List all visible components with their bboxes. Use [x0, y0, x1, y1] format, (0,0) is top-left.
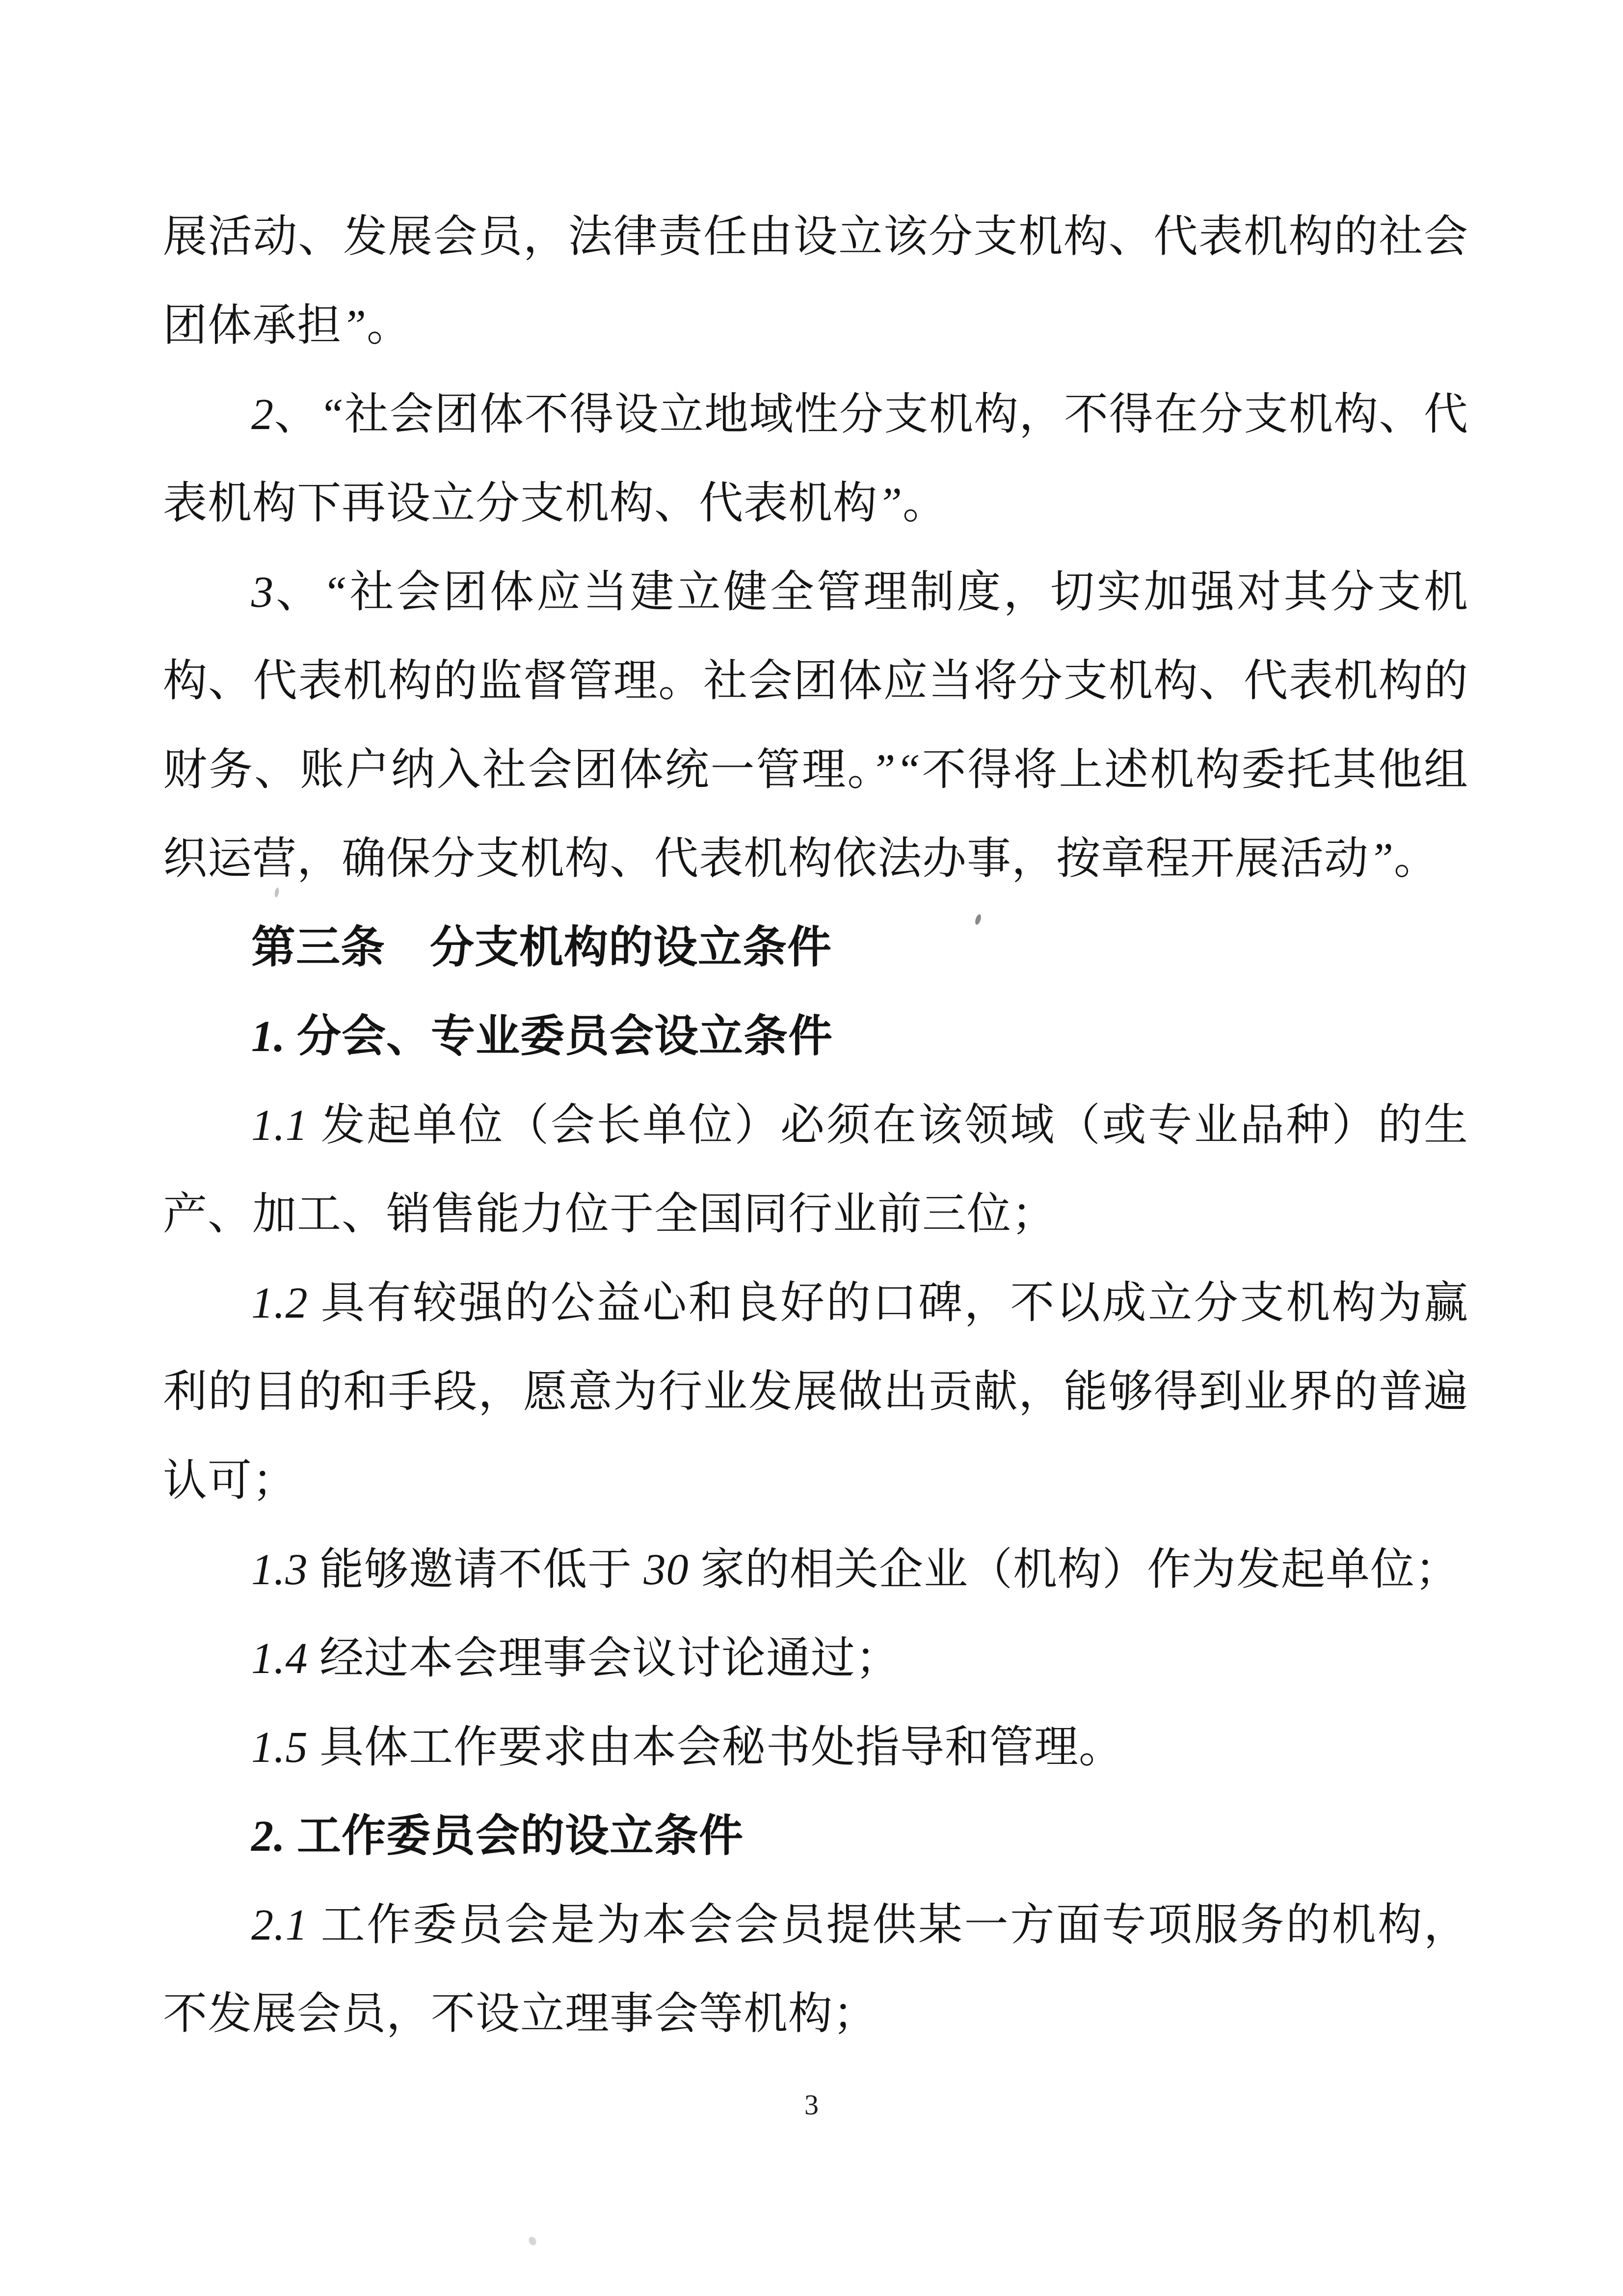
- paragraph: 2. 工作委员会的设立条件: [251, 1812, 744, 1861]
- page-number: 3: [804, 2089, 819, 2121]
- paragraph: 第三条 分支机构的设立条件: [251, 923, 832, 972]
- paragraph: 1. 分会、专业委员会设立条件: [251, 1012, 833, 1061]
- paragraph: 2、“社会团体不得设立地域性分支机构，不得在分支机构、代表机构下再设立分支机构、代表机构”。: [163, 390, 1468, 528]
- paragraph: 2.1 工作委员会是为本会会员提供某一方面专项服务的机构，不发展会员，不设立理事会等机构；: [163, 1901, 1468, 2038]
- paragraph: 展活动、发展会员，法律责任由设立该分支机构、代表机构的社会团体承担”。: [163, 213, 1468, 350]
- paragraph: 1.5 具体工作要求由本会秘书处指导和管理。: [251, 1723, 1123, 1772]
- document-body: [163, 192, 1468, 2058]
- paragraph: 1.3 能够邀请不低于 30 家的相关企业（机构）作为发起单位；: [251, 1545, 1460, 1594]
- paragraph: 3、“社会团体应当建立健全管理制度，切实加强对其分支机构、代表机构的监督管理。社会团体应当将分支机构、代表机构的财务、账户纳入社会团体统一管理。”“不得将上述机构委托其他组织运营，确保分支机构、代表机构依法办事，按章程开展活动”。: [163, 568, 1468, 883]
- paragraph: 1.2 具有较强的公益心和良好的口碑，不以成立分支机构为赢利的目的和手段，愿意为行业发展做出贡献，能够得到业界的普遍认可；: [163, 1279, 1468, 1505]
- paragraph: 1.1 发起单位（会长单位）必须在该领域（或专业品种）的生产、加工、销售能力位于全国同行业前三位；: [163, 1101, 1468, 1239]
- paragraph: 1.4 经过本会理事会议讨论通过；: [251, 1634, 900, 1683]
- scan-speck: [527, 2236, 537, 2247]
